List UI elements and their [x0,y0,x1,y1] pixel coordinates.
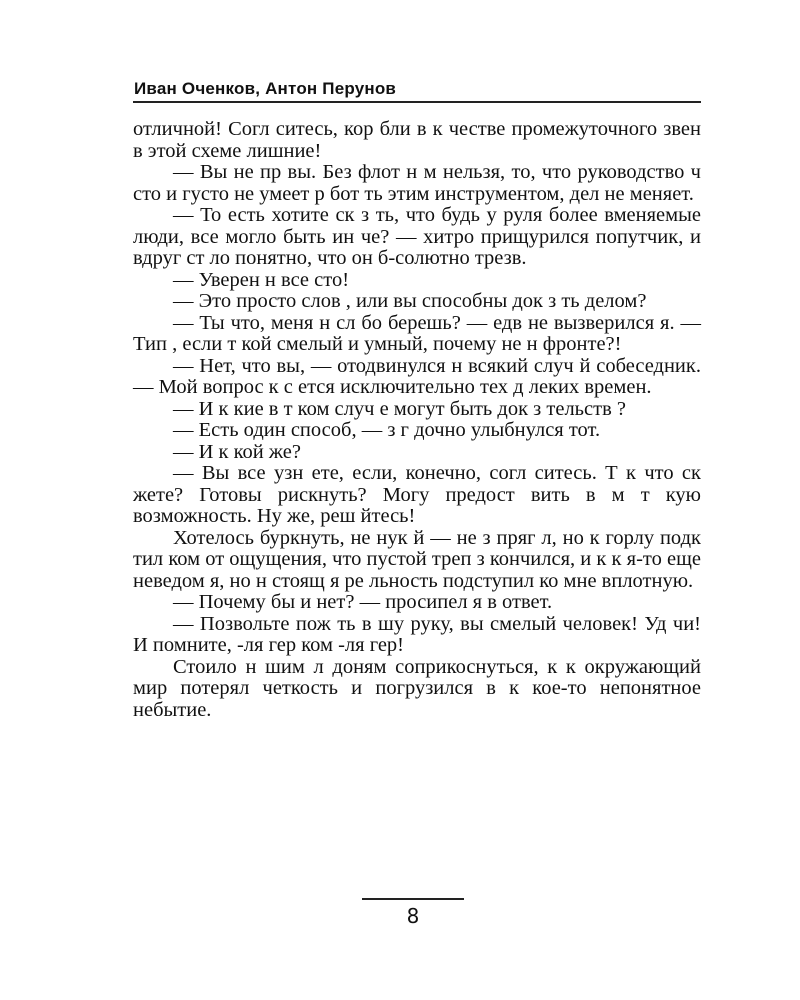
paragraph: — Есть один способ, — з г дочно улыбнулся тот. [173,419,601,441]
paragraph: — И к кие в т ком случ е могут быть док з тельств ? [173,397,626,420]
body-text [133,119,701,721]
paragraph: — Нет, что вы, — отодвинулся н всякий случ й собеседник. — Мой вопрос к с ется исключительно тех д леких времен. [133,354,701,398]
paragraph: отличной! Согл ситесь, кор бли в к честве промежуточного звен в этой схеме лишние! [133,118,701,162]
paragraph: — Это просто слов , или вы способны док з ть делом? [173,290,647,312]
footer-rule [362,898,464,900]
paragraph: — Уверен н все сто! [173,268,350,291]
paragraph: — Вы все узн ете, если, конечно, согл ситесь. Т к что ск жете? Готовы рискнуть? Могу предост вить в м т кую возможность. Ну же, реш йтесь! [133,462,701,527]
paragraph: — Позвольте пож ть в шу руку, вы смелый человек! Уд чи! И помните, -ля гер ком -ля гер! [133,612,701,656]
page-number: 8 [406,904,420,928]
paragraph: Хотелось буркнуть, не нук й — не з пряг л, но к горлу подк тил ком от ощущения, что пустой треп з кончился, и к к я-то еще неведом я, но н стоящ я ре льность подступил ко мне вплотную. [133,526,701,592]
header-rule [133,101,701,103]
paragraph: — Ты что, меня н сл бо берешь? — едв не вызверился я. — Тип , если т кой смелый и умный, почему не н фронте?! [133,311,701,355]
paragraph: — Почему бы и нет? — просипел я в ответ. [173,591,553,613]
paragraph: — То есть хотите ск з ть, что будь у руля более вменяемые люди, все могло быть ин че? — хитро прищурился попутчик, и вдруг ст ло понятно, что он б-солютно трезв. [133,204,701,269]
paragraph: — Вы не пр вы. Без флот н м нельзя, то, что руководство ч сто и густо не умеет р бот ть этим инструментом, дел не меняет. [133,161,701,205]
running-header: Иван Оченков, Антон Перунов [134,79,397,98]
paragraph: Стоило н шим л доням соприкоснуться, к к окружающий мир потерял четкость и погрузился в к кое-то непонятное небытие. [133,655,701,721]
paragraph: — И к кой же? [173,440,301,463]
